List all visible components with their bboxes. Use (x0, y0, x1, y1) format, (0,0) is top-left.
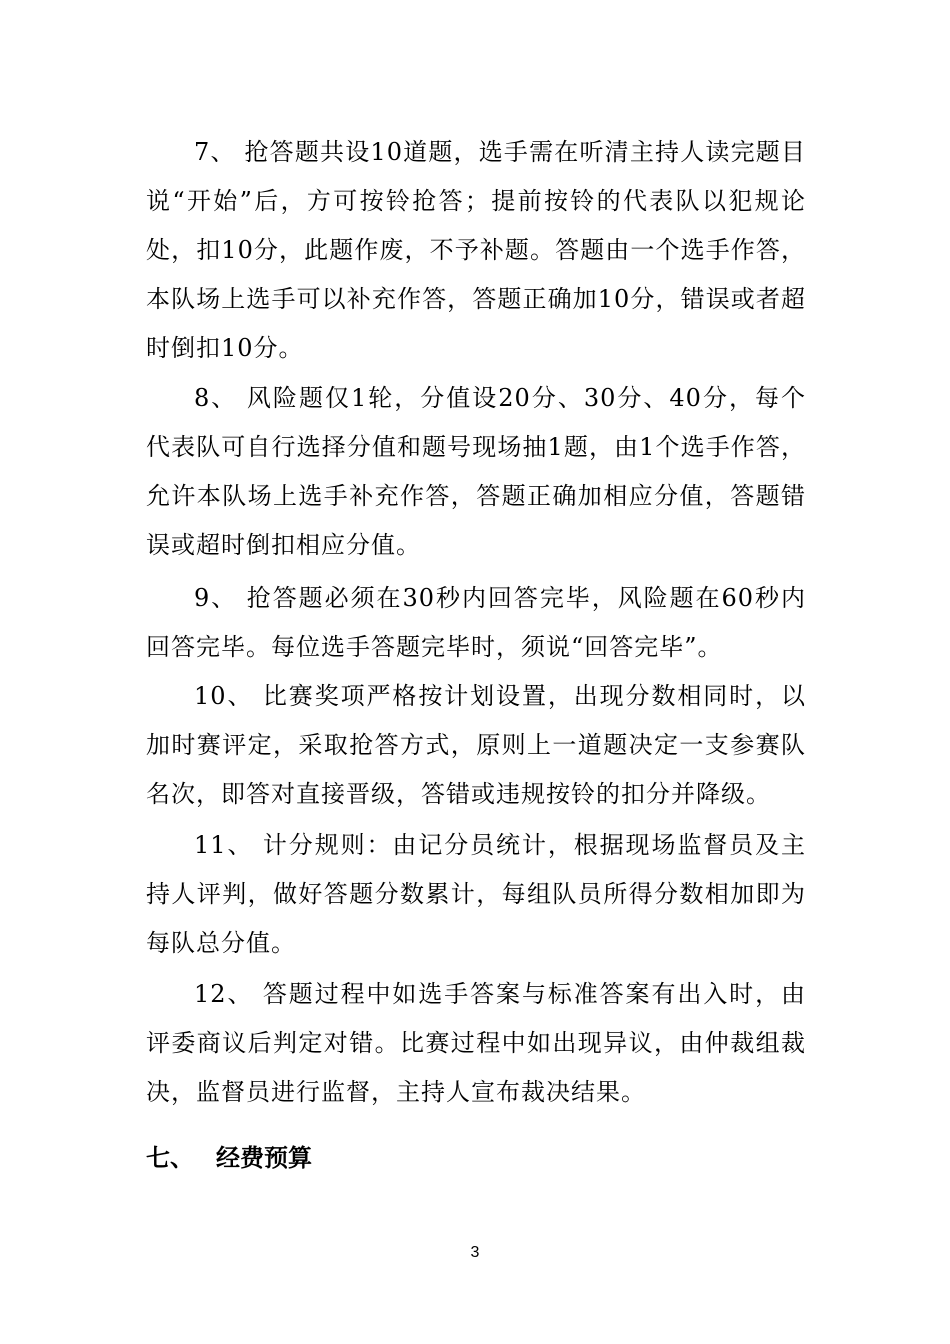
section-heading-title: 经费预算 (216, 1144, 312, 1172)
paragraph-11: 11、 计分规则：由记分员统计，根据现场监督员及主持人评判，做好答题分数累计，每组队员所得分数相加即为每队总分值。 (146, 831, 806, 957)
paragraph-10: 10、 比赛奖项严格按计划设置，出现分数相同时，以加时赛评定，采取抢答方式，原则上一道题决定一支参赛队名次，即答对直接晋级，答错或违规按铃的扣分并降级。 (146, 682, 806, 808)
paragraph-8: 8、 风险题仅1轮，分值设20分、30分、40分，每个代表队可自行选择分值和题号现场抽1题，由1个选手作答，允许本队场上选手补充作答，答题正确加相应分值，答题错误或超时倒扣相应分值。 (146, 384, 806, 559)
page-number: 3 (470, 1244, 480, 1261)
section-heading-number: 七、 (146, 1144, 194, 1172)
section-heading (146, 1134, 312, 1183)
paragraph-9: 9、 抢答题必须在30秒内回答完毕，风险题在60秒内回答完毕。每位选手答题完毕时，须说“回答完毕”。 (146, 584, 806, 661)
paragraph-7: 7、 抢答题共设10道题，选手需在听清主持人读完题目说“开始”后，方可按铃抢答；提前按铃的代表队以犯规论处，扣10分，此题作废，不予补题。答题由一个选手作答，本队场上选手可以补充作答，答题正确加10分，错误或者超时倒扣10分。 (146, 138, 806, 362)
paragraph-12: 12、 答题过程中如选手答案与标准答案有出入时，由评委商议后判定对错。比赛过程中如出现异议，由仲裁组裁决，监督员进行监督，主持人宣布裁决结果。 (146, 980, 806, 1106)
